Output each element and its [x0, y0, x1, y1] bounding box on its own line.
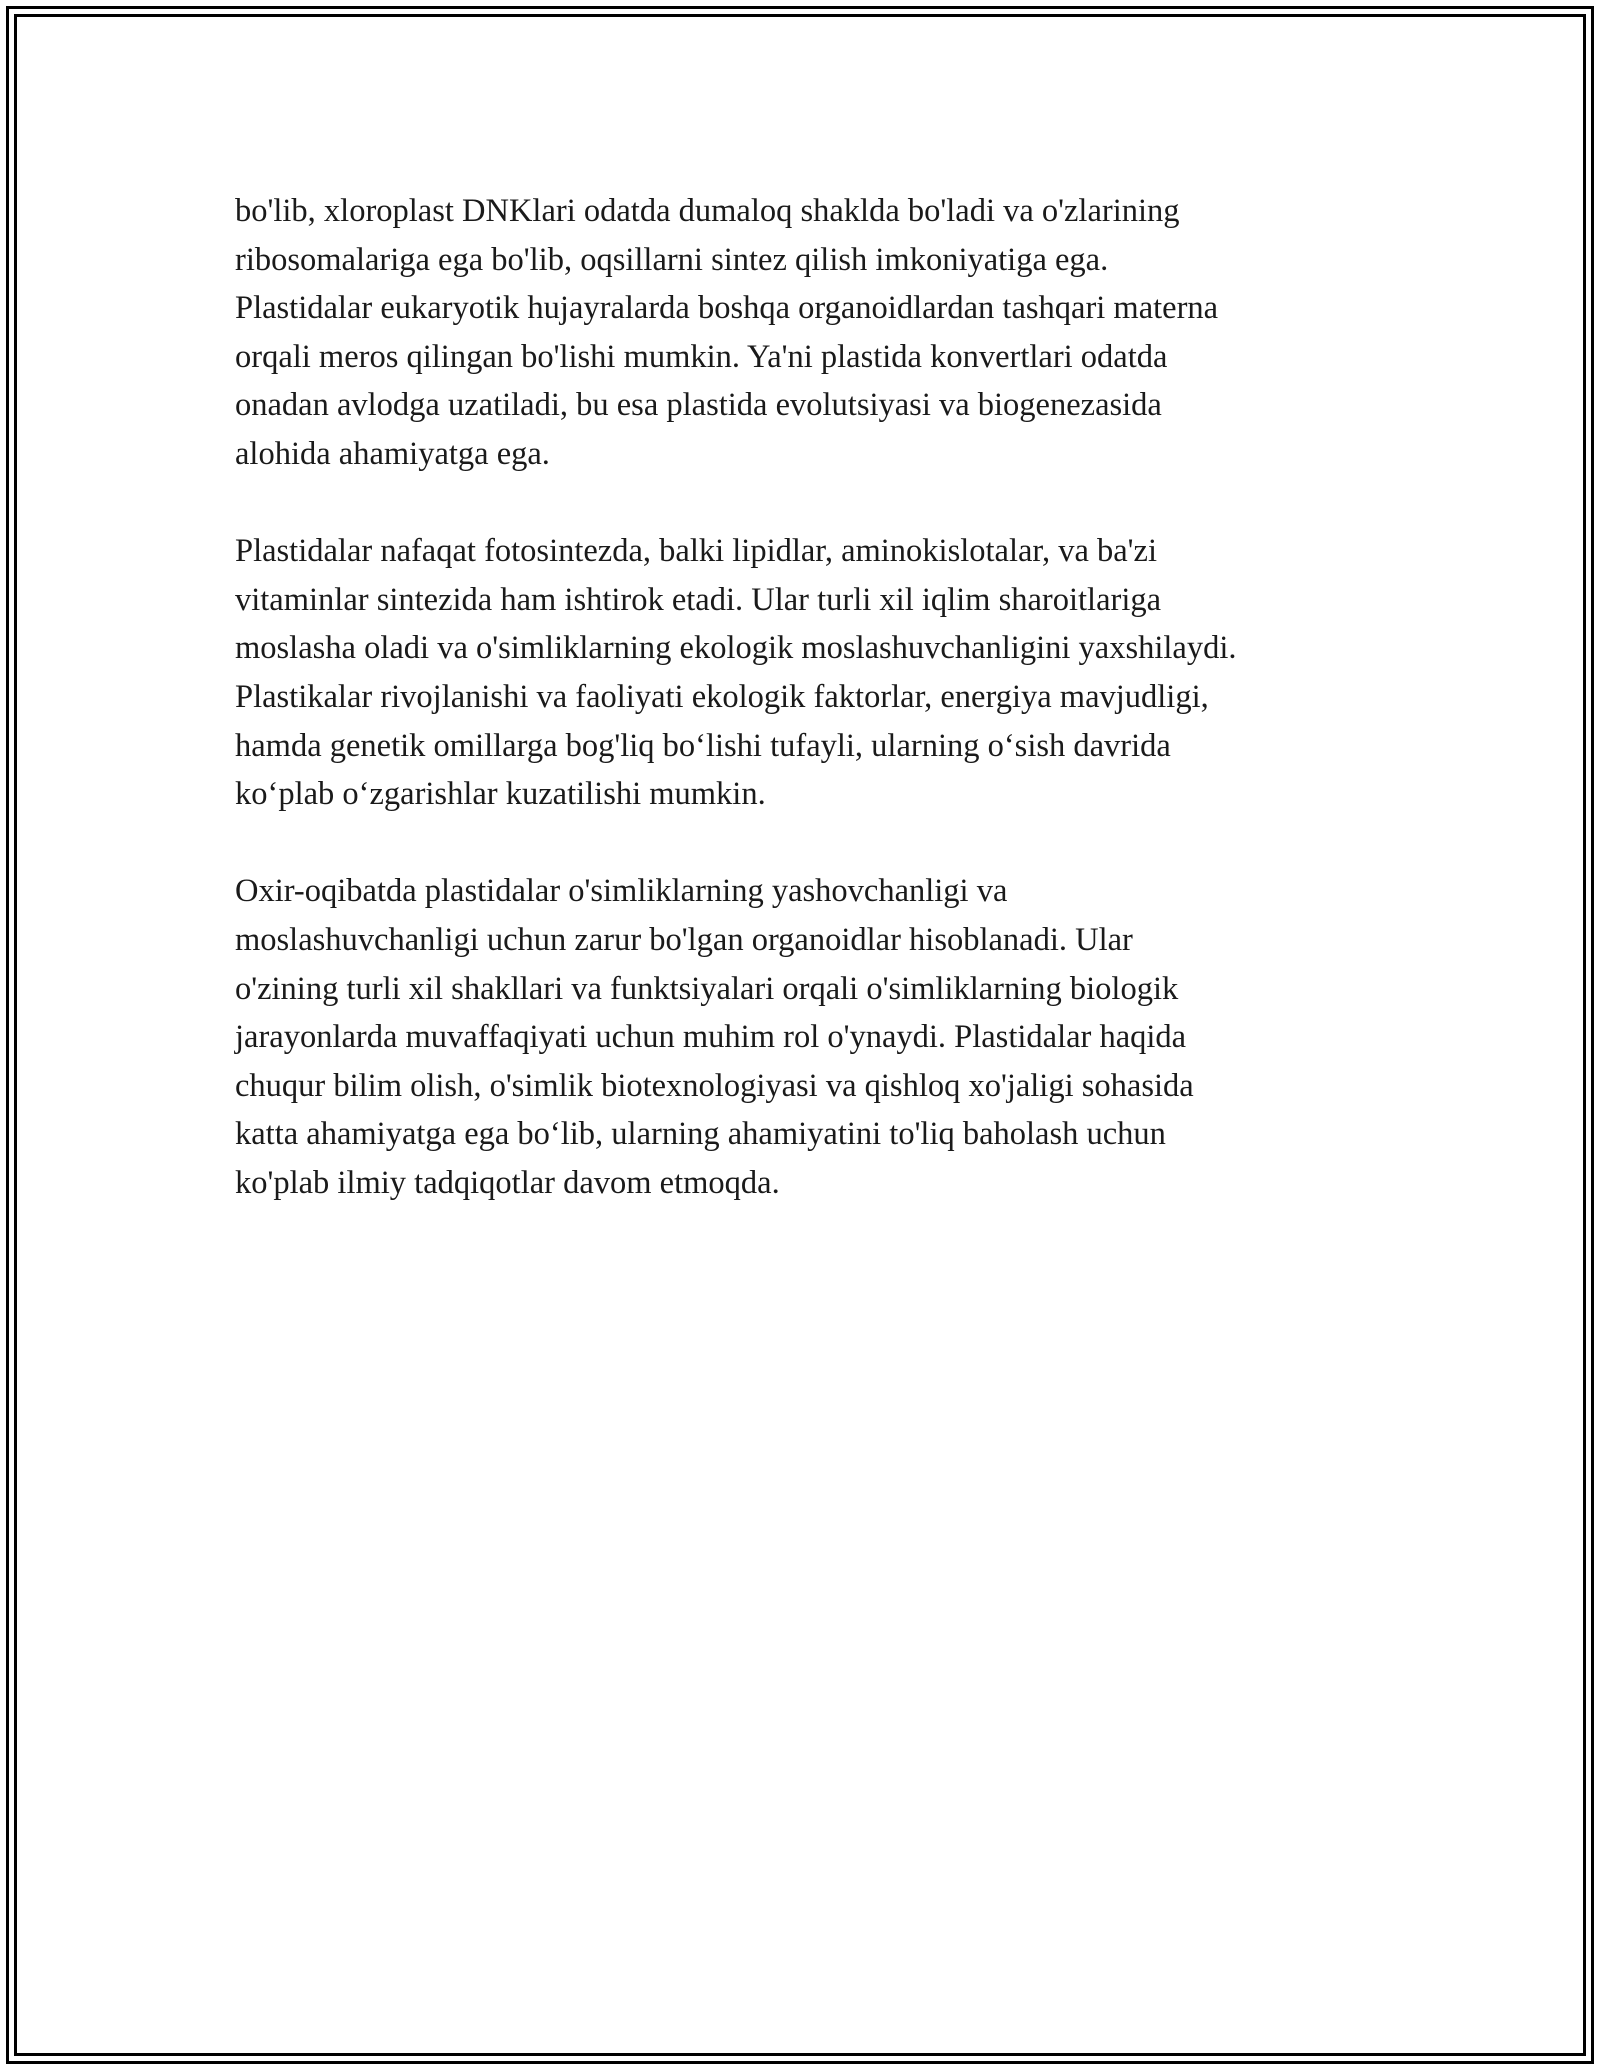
text-line: onadan avlodga uzatiladi, bu esa plastida evolutsiyasi va biogenezasida	[235, 387, 1162, 424]
document-body	[235, 187, 1415, 1256]
text-line: katta ahamiyatga ega bo‘lib, ularning ahamiyatini to'liq baholash uchun	[235, 1116, 1166, 1153]
text-line: jarayonlarda muvaffaqiyati uchun muhim rol o'ynaydi. Plastidalar haqida	[235, 1019, 1187, 1056]
text-line: o'zining turli xil shakllari va funktsiyalari orqali o'simliklarning biologik	[235, 970, 1179, 1007]
paragraph-3	[235, 867, 1415, 1207]
text-line: chuqur bilim olish, o'simlik biotexnologiyasi va qishloq xo'jaligi sohasida	[235, 1067, 1194, 1104]
text-line: moslashuvchanligi uchun zarur bo'lgan organoidlar hisoblanadi. Ular	[235, 921, 1133, 958]
text-line: moslasha oladi va o'simliklarning ekologik moslashuvchanligini yaxshilaydi.	[235, 630, 1237, 667]
paragraph-1	[235, 187, 1415, 479]
text-line: ko'plab ilmiy tadqiqotlar davom etmoqda.	[235, 1164, 780, 1201]
text-line: alohida ahamiyatga ega.	[235, 435, 550, 472]
text-line: bo'lib, xloroplast DNKlari odatda dumaloq shaklda bo'ladi va o'zlarining	[235, 193, 1180, 229]
text-line: orqali meros qilingan bo'lishi mumkin. Ya'ni plastida konvertlari odatda	[235, 338, 1168, 375]
text-line: Plastidalar nafaqat fotosintezda, balki lipidlar, aminokislotalar, va ba'zi	[235, 533, 1157, 570]
text-line: ribosomalariga ega bo'lib, oqsillarni sintez qilish imkoniyatiga ega.	[235, 241, 1109, 278]
text-line: Plastikalar rivojlanishi va faoliyati ekologik faktorlar, energiya mavjudligi,	[235, 678, 1209, 715]
text-line: Oxir-oqibatda plastidalar o'simliklarning yashovchanligi va	[235, 873, 1008, 910]
text-line: vitaminlar sintezida ham ishtirok etadi. Ular turli xil iqlim sharoitlariga	[235, 581, 1162, 618]
text-line: hamda genetik omillarga bog'liq bo‘lishi tufayli, ularning o‘sish davrida	[235, 727, 1171, 764]
text-line: ko‘plab o‘zgarishlar kuzatilishi mumkin.	[235, 776, 766, 813]
paragraph-2	[235, 527, 1415, 819]
text-line: Plastidalar eukaryotik hujayralarda boshqa organoidlardan tashqari materna	[235, 290, 1219, 327]
